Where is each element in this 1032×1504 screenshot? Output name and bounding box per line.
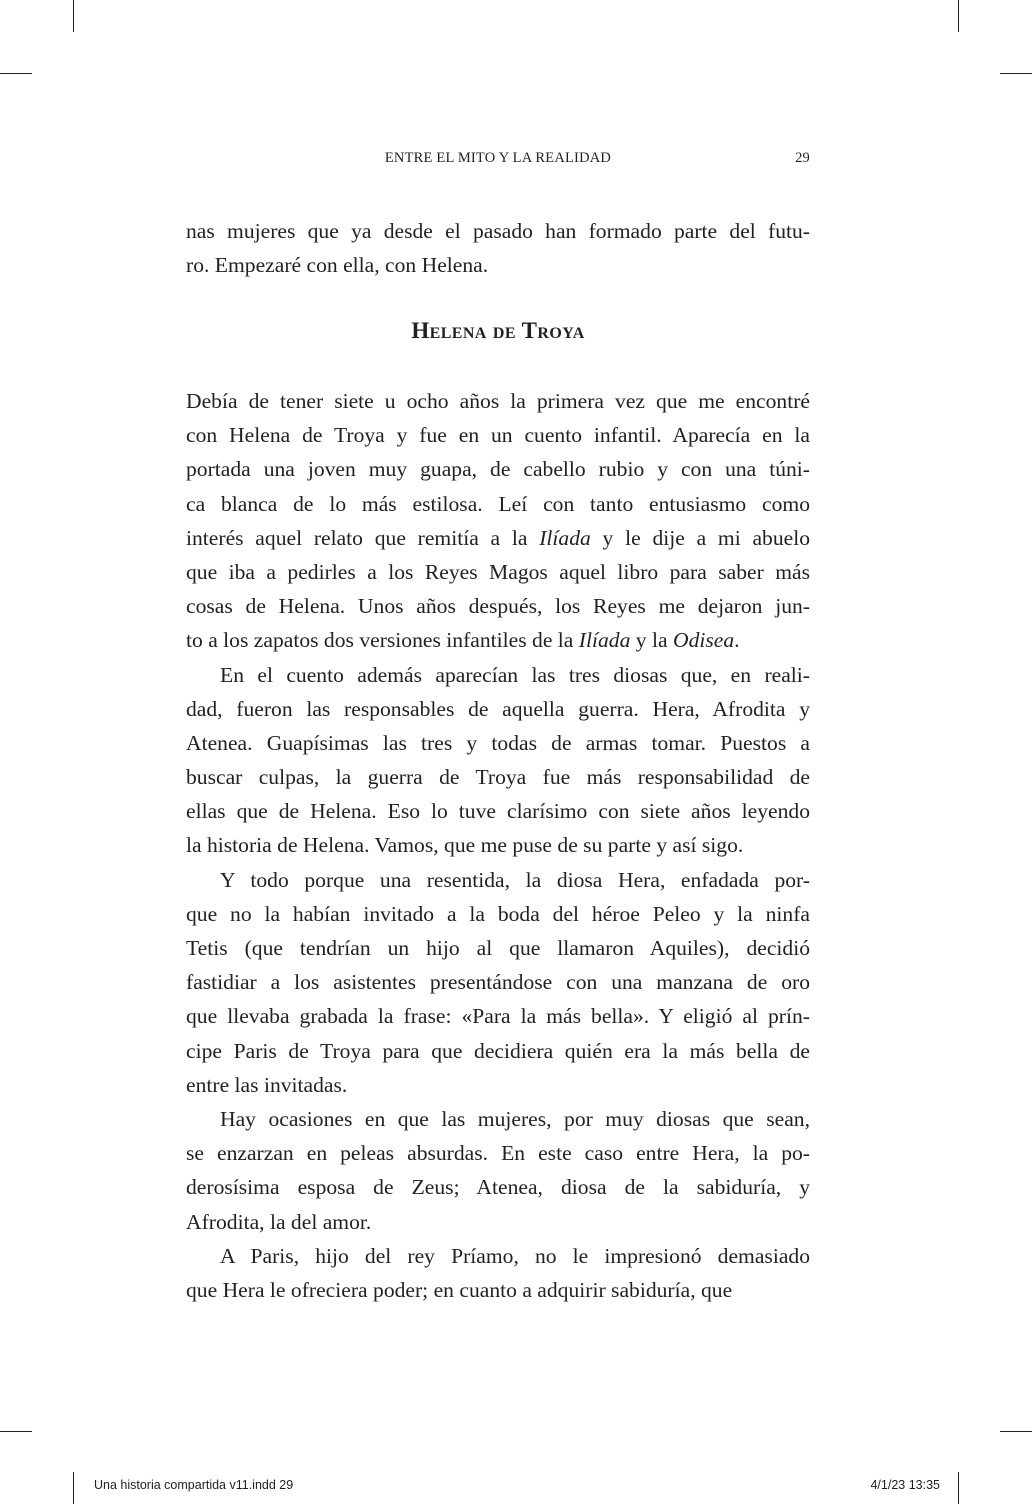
paragraph-line: Afrodita, la del amor. bbox=[186, 1209, 372, 1234]
paragraph-line: A Paris, hijo del rey Príamo, no le impresionó demasiado bbox=[220, 1243, 810, 1268]
paragraph-line: Debía de tener siete u ocho años la primera vez que me encontré bbox=[186, 389, 810, 413]
paragraph-line: la historia de Helena. Vamos, que me puse de su parte y así sigo. bbox=[186, 833, 744, 858]
paragraph bbox=[186, 384, 810, 658]
paragraph bbox=[186, 1102, 810, 1239]
paragraph-line: ca blanca de lo más estilosa. Leí con tanto entusiasmo como bbox=[186, 491, 810, 516]
paragraph-line: con Helena de Troya y fue en un cuento infantil. Aparecía en la bbox=[186, 423, 810, 448]
paragraph bbox=[186, 658, 810, 863]
paragraph-line: que no la habían invitado a la boda del héroe Peleo y la ninfa bbox=[186, 901, 810, 926]
italic-title: Ilíada bbox=[578, 628, 631, 653]
running-head-title: ENTRE EL MITO Y LA REALIDAD bbox=[384, 150, 612, 166]
paragraph-line: portada una joven muy guapa, de cabello rubio y con una túni- bbox=[186, 457, 810, 482]
paragraph bbox=[186, 863, 810, 1102]
italic-title: Ilíada bbox=[539, 525, 591, 550]
paragraph-line: dad, fueron las responsables de aquella guerra. Hera, Afrodita y bbox=[186, 696, 810, 721]
paragraph-line: En el cuento además aparecían las tres diosas que, en reali- bbox=[220, 662, 810, 687]
intro-line: ro. Empezaré con ella, con Helena. bbox=[186, 253, 489, 278]
paragraph bbox=[186, 1239, 810, 1307]
paragraph-line: Atenea. Guapísimas las tres y todas de armas tomar. Puestos a bbox=[186, 730, 810, 755]
page-number: 29 bbox=[795, 150, 810, 166]
crop-mark-left-top bbox=[0, 73, 32, 74]
paragraph-line: se enzarzan en peleas absurdas. En este caso entre Hera, la po- bbox=[186, 1141, 810, 1166]
section-heading: Helena de Troya bbox=[411, 318, 585, 343]
crop-mark-top-left bbox=[73, 0, 74, 32]
paragraph-line: buscar culpas, la guerra de Troya fue más responsabilidad de bbox=[186, 765, 810, 790]
intro-paragraph bbox=[186, 214, 810, 282]
crop-mark-top-right bbox=[958, 0, 959, 32]
paragraph-line: que llevaba grabada la frase: «Para la más bella». Y eligió al prín- bbox=[186, 1004, 810, 1029]
paragraph-line: Hay ocasiones en que las mujeres, por muy diosas que sean, bbox=[220, 1106, 810, 1131]
crop-mark-bottom-left bbox=[73, 1472, 74, 1504]
crop-mark-right-top bbox=[1000, 73, 1032, 74]
paragraph-line: Y todo porque una resentida, la diosa Hera, enfadada por- bbox=[220, 867, 810, 892]
italic-title: Odisea bbox=[672, 628, 735, 653]
paragraph-line: fastidiar a los asistentes presentándose con una manzana de oro bbox=[186, 970, 810, 995]
running-head bbox=[186, 150, 810, 170]
intro-line: nas mujeres que ya desde el pasado han formado parte del futu- bbox=[186, 219, 810, 243]
crop-mark-bottom-right bbox=[958, 1472, 959, 1504]
paragraph-line: Tetis (que tendrían un hijo al que llamaron Aquiles), decidió bbox=[186, 936, 810, 960]
main-body bbox=[186, 384, 810, 1307]
paragraph-line: que iba a pedirles a los Reyes Magos aquel libro para saber más bbox=[186, 559, 810, 584]
slug-filename: Una historia compartida v11.indd 29 bbox=[94, 1478, 294, 1492]
paragraph-line: cosas de Helena. Unos años después, los Reyes me dejaron jun- bbox=[186, 594, 810, 619]
paragraph-line: cipe Paris de Troya para que decidiera quién era la más bella de bbox=[186, 1038, 810, 1063]
slug-datetime: 4/1/23 13:35 bbox=[870, 1478, 940, 1492]
paragraph-line: to a los zapatos dos versiones infantiles de la Ilíada y la Odisea. bbox=[186, 628, 740, 653]
crop-mark-right-bottom bbox=[1000, 1431, 1032, 1432]
crop-mark-left-bottom bbox=[0, 1431, 32, 1432]
paragraph-line: interés aquel relato que remitía a la Ilíada y le dije a mi abuelo bbox=[186, 525, 811, 550]
paragraph-line: ellas que de Helena. Eso lo tuve clarísimo con siete años leyendo bbox=[186, 799, 810, 824]
paragraph-line: que Hera le ofreciera poder; en cuanto a adquirir sabiduría, que bbox=[186, 1277, 733, 1302]
paragraph-line: derosísima esposa de Zeus; Atenea, diosa de la sabiduría, y bbox=[186, 1175, 810, 1200]
paragraph-line: entre las invitadas. bbox=[186, 1072, 348, 1097]
